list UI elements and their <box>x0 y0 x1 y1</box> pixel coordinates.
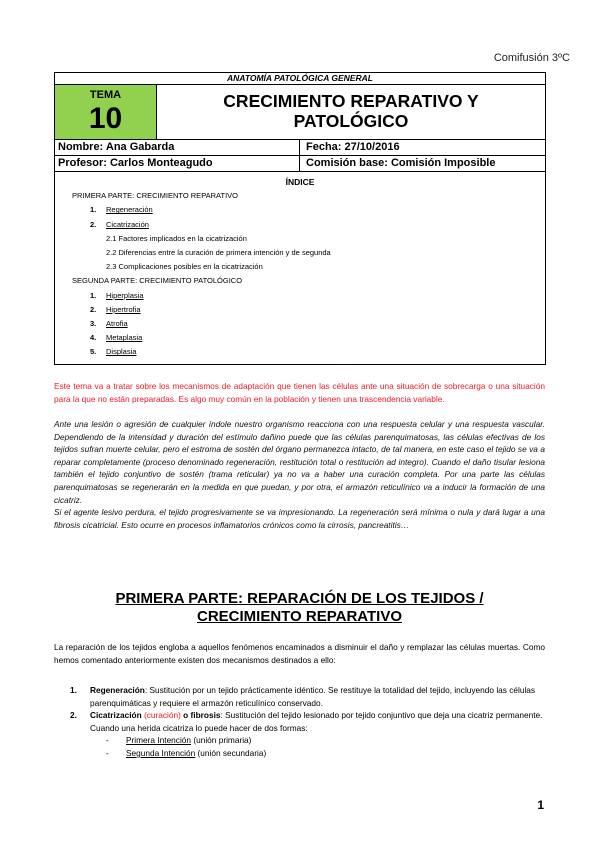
nombre-field: Nombre: Ana Gabarda <box>55 140 300 155</box>
index-section <box>55 172 545 364</box>
sublist-item <box>70 747 545 760</box>
index-subitem[interactable]: 2.1 Factores implicados en la cicatrización <box>106 233 247 243</box>
index-link[interactable]: Hiperplasia <box>106 290 144 300</box>
list-content <box>90 709 545 734</box>
index-item[interactable]: 5. Displasia <box>90 347 137 357</box>
document-title <box>157 85 545 139</box>
index-item[interactable]: 1. Hiperplasia <box>90 290 144 300</box>
fecha-field: Fecha: 27/10/2016 <box>306 141 400 153</box>
list-item <box>70 684 545 709</box>
sublist-item <box>70 734 545 747</box>
index-link[interactable]: Cicatrización <box>106 219 149 229</box>
reparacion-paragraph: La reparación de los tejidos engloba a aquellos fenómenos encaminados a disminuir el daño y remplazar las células muertas. Como hemos comentado anteriormente existen dos mecanismos destinados a ello: <box>54 642 545 665</box>
index-item[interactable]: 2. Hipertrofia <box>90 304 141 314</box>
subject-label: ANATOMÍA PATOLÓGICA GENERAL <box>227 73 373 83</box>
index-link[interactable]: Hipertrofia <box>106 304 141 314</box>
primera-intencion-note: (unión primaria) <box>191 735 252 746</box>
term-cicatrizacion: Cicatrización <box>90 710 142 721</box>
intro-italic-block <box>54 418 545 531</box>
title-line-2: PATOLÓGICO <box>293 111 409 131</box>
tema-label: TEMA <box>89 89 122 101</box>
term-cicatrizacion-text: : Sustitución del tejido lesionado por tejido conjuntivo que deja una cicatriz permanente. Cuando una herida cicatriza lo puede hacer de dos formas: <box>90 710 543 733</box>
list-number: 2. <box>70 710 77 721</box>
cover-table <box>54 72 546 365</box>
segunda-intencion-note: (unión secundaria) <box>195 747 267 758</box>
section-heading <box>54 590 545 626</box>
index-item[interactable]: 1. Regeneración <box>90 205 153 215</box>
page-number: 1 <box>537 798 544 812</box>
index-subitem[interactable]: 2.2 Diferencias entre la curación de primera intención y de segunda <box>106 248 331 258</box>
index-link[interactable]: Regeneración <box>106 205 153 215</box>
index-subitem[interactable]: 2.3 Complicaciones posibles en la cicatrización <box>106 262 263 272</box>
index-heading: ÍNDICE <box>285 177 315 187</box>
tema-number: 10 <box>88 102 123 135</box>
term-fibrosis: o fibrosis <box>180 710 221 721</box>
term-regeneracion: Regeneración <box>90 685 145 695</box>
header-course-label: Comifusión 3ºC <box>493 52 570 64</box>
tema-cell <box>55 85 157 139</box>
index-link[interactable]: Atrofia <box>106 319 128 329</box>
index-part-1: PRIMERA PARTE: CRECIMIENTO REPARATIVO <box>72 191 238 201</box>
intro-red-paragraph: Este tema va a tratar sobre los mecanismos de adaptación que tienen las células ante una situación de sobrecarga o una situación para la que no están preparadas. Es algo muy común en la población y tienen una trascendencia variable. <box>54 381 545 404</box>
section-heading-line-2: CRECIMIENTO REPARATIVO <box>196 608 402 625</box>
dash-bullet: - <box>106 747 109 758</box>
index-link[interactable]: Displasia <box>106 347 137 357</box>
profesor-field: Profesor: Carlos Monteagudo <box>55 156 300 171</box>
index-item[interactable]: 4. Metaplasia <box>90 333 143 343</box>
term-regeneracion-text: : Sustitución por un tejido prácticamente idéntico. Se restituye la totalidad del tejido, incluyendo las células parenquimáticas y requiere el armazón reticulínico conservado. <box>90 685 536 708</box>
list-content <box>90 684 545 709</box>
primera-intencion: Primera Intención <box>126 735 192 746</box>
term-curacion: (curación) <box>141 710 181 721</box>
segunda-intencion: Segunda Intención <box>126 747 196 758</box>
dash-bullet: - <box>106 735 109 746</box>
comision-field: Comisión base: Comisión Imposible <box>306 157 496 169</box>
intro-italic-paragraph-1: Ante una lesión o agresión de cualquier índole nuestro organismo reacciona con una respuesta celular y una respuesta vascular. Dependiendo de la intensidad y duración del estímulo dañino puede que las células parenquimatosas, las células efectivas de los tejidos sufran muerte celular, pero el estroma de sostén del órgano permanezca intacto, de tal manera, en este caso el tejido se va a reparar completamente (proceso denominado regeneración, restitución total o restitución ad integro). Cuando el daño tisular lesiona también el tejido conjuntivo de sostén (trama reticular) ya no va a haber una curación completa. Por una parte las células parenquimatosas se regenerarán en la medida en que puedan, y por otra, el armazón reticulínico va a inducir la formación de una cicatriz. <box>54 419 545 505</box>
index-item[interactable]: 2. Cicatrización <box>90 219 149 229</box>
index-link[interactable]: Metaplasia <box>106 333 143 343</box>
title-line-1: CRECIMIENTO REPARATIVO Y <box>223 91 479 111</box>
list-item <box>70 709 545 734</box>
list-number: 1. <box>70 685 77 695</box>
index-item[interactable]: 3. Atrofia <box>90 319 128 329</box>
index-part-2: SEGUNDA PARTE: CRECIMIENTO PATOLÓGICO <box>72 276 243 286</box>
mechanisms-list <box>70 684 545 760</box>
section-heading-line-1: PRIMERA PARTE: REPARACIÓN DE LOS TEJIDOS / <box>115 590 484 607</box>
intro-italic-paragraph-2: Si el agente lesivo perdura, el tejido progresivamente se va impresionando. La regeneración será mínima o nula y dará lugar a una fibrosis cicatricial. Esto ocurre en procesos inflamatorios crónicos como la cirrosis, pancreatitis… <box>54 507 545 530</box>
